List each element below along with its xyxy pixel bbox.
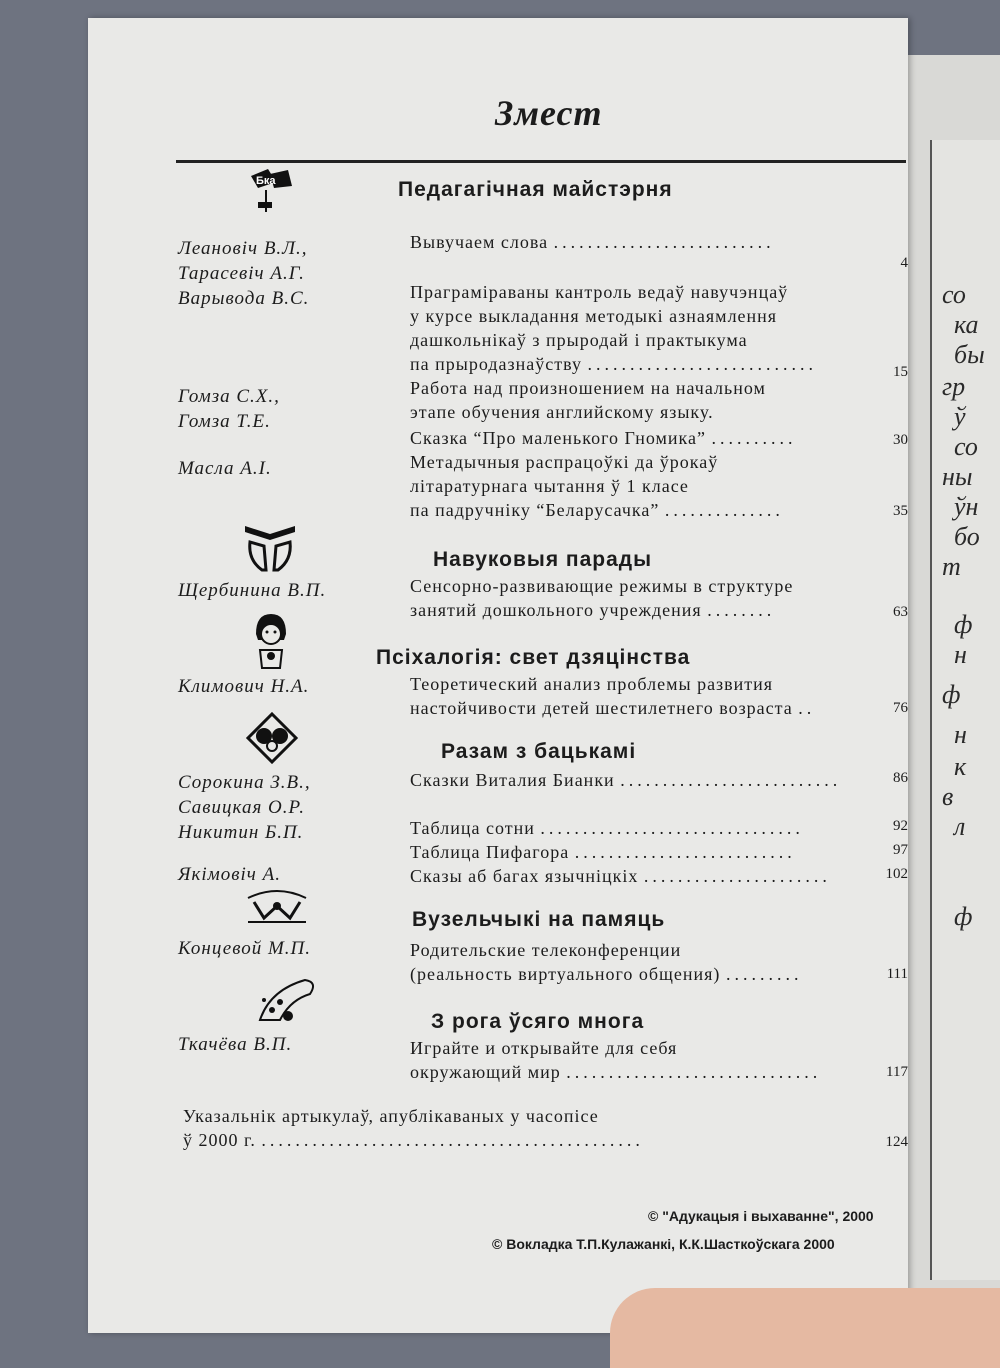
page-number: 102 <box>885 866 908 882</box>
author-name: Климович Н.А. <box>178 676 310 697</box>
next-page-text-fragment: в <box>942 782 954 811</box>
author-name: Ткачёва В.П. <box>178 1034 293 1055</box>
hands-book-icon <box>240 520 300 581</box>
article-title-line: настойчивости детей шестилетнего возраста .. <box>410 698 816 718</box>
page-number: 92 <box>893 818 908 834</box>
page-number: 86 <box>893 770 908 786</box>
copyright-line: © "Адукацыя і выхаванне", 2000 <box>648 1208 874 1224</box>
next-page-text-fragment: со <box>942 280 966 309</box>
article-title-line: Играйте и открывайте для себя <box>410 1038 678 1058</box>
next-page-text-fragment: ўн <box>954 492 979 521</box>
next-page-text-fragment: бы <box>954 340 985 369</box>
thumb <box>610 1288 1000 1368</box>
index-title-cont: ў 2000 г. ............................................. <box>183 1130 644 1150</box>
page-number: 76 <box>893 700 908 716</box>
section-heading: Разам з бацькамі <box>441 740 637 763</box>
section-heading: Педагагічная майстэрня <box>398 178 673 201</box>
author-name: Савицкая О.Р. <box>178 797 305 818</box>
article-title-line: Работа над произношением на начальном <box>410 378 766 398</box>
article-title-line: Сказка “Про маленького Гномика” .......... <box>410 428 797 448</box>
article-title-line: Родительские телеконференции <box>410 940 682 960</box>
article-title-line: па падручніку “Беларусачка” .............. <box>410 500 784 520</box>
copyright-line: © Вокладка Т.П.Кулажанкі, К.К.Шасткоўскага 2000 <box>492 1236 835 1252</box>
article-title-line: Вывучаем слова .......................... <box>410 232 775 252</box>
section-heading: З рога ўсяго многа <box>431 1010 645 1033</box>
article-title-line: Праграміраваны кантроль ведаў навучэнцаў <box>410 282 789 302</box>
index-title: Указальнік артыкулаў, апублікаваных у часопісе <box>183 1106 599 1126</box>
article-title-line: Сказки Виталия Бианки .......................... <box>410 770 842 790</box>
family-faces-icon <box>246 712 298 769</box>
article-title-line: па прыродазнаўству ........................... <box>410 354 817 374</box>
next-page-text-fragment: л <box>954 812 966 841</box>
next-page-text-fragment: к <box>954 752 967 781</box>
abc-blocks-icon <box>246 166 296 221</box>
article-title-line: дашкольнікаў з прыродай і практыкума <box>410 330 748 350</box>
next-page-text-fragment: ф <box>954 610 973 639</box>
author-name: Щербинина В.П. <box>178 580 327 601</box>
article-title-line: Сенсорно-развивающие режимы в структуре <box>410 576 794 596</box>
author-name: Тарасевіч А.Г. <box>178 263 305 284</box>
next-page-text-fragment: со <box>954 432 978 461</box>
article-title-line: (реальность виртуального общения) ......... <box>410 964 803 984</box>
article-title-line: Метадычныя распрацоўкі да ўрокаў <box>410 452 719 472</box>
article-title-line: занятий дошкольного учреждения ........ <box>410 600 776 620</box>
author-name: Никитин Б.П. <box>178 822 304 843</box>
next-page-text-fragment: т <box>942 552 961 581</box>
knot-ribbon-icon <box>244 888 310 933</box>
page-number: 124 <box>885 1134 908 1150</box>
page-number: 117 <box>886 1064 908 1080</box>
next-page-text-fragment: ка <box>954 310 979 339</box>
article-title-line: окружающий мир .............................. <box>410 1062 822 1082</box>
next-page-text-fragment: ў <box>954 402 966 431</box>
author-name: Леановіч В.Л., <box>178 238 308 259</box>
article-title-line: Таблица сотни ............................... <box>410 818 804 838</box>
article-title-line: Таблица Пифагора .......................... <box>410 842 796 862</box>
next-page-text-fragment: ф <box>954 902 973 931</box>
article-title-line: Теоретический анализ проблемы развития <box>410 674 774 694</box>
article-title-line: этапе обучения английскому языку. <box>410 402 714 422</box>
author-name: Гомза С.Х., <box>178 386 280 407</box>
page-title: Змест <box>495 93 603 133</box>
title-divider <box>176 160 906 163</box>
section-heading: Навуковыя парады <box>433 548 653 571</box>
cornucopia-icon <box>250 970 320 1035</box>
author-name: Масла А.І. <box>178 458 272 479</box>
page-number: 63 <box>893 604 908 620</box>
author-name: Концевой М.П. <box>178 938 312 959</box>
author-name: Гомза Т.Е. <box>178 411 271 432</box>
page-number: 30 <box>893 432 908 448</box>
author-name: Варывода В.С. <box>178 288 310 309</box>
author-name: Якімовіч А. <box>178 864 281 885</box>
page-number: 15 <box>893 364 908 380</box>
next-page-text-fragment: ф <box>942 680 961 709</box>
page-number: 4 <box>900 255 908 271</box>
next-page-text-fragment: бо <box>954 522 980 551</box>
next-page-text-fragment: н <box>954 720 967 749</box>
page-number: 35 <box>893 503 908 519</box>
next-page-text-fragment: н <box>954 640 967 669</box>
section-heading: Вузельчыкі на памяць <box>412 908 666 931</box>
article-title-line: у курсе выкладання методыкі азнаямлення <box>410 306 778 326</box>
section-heading: Псіхалогія: свет дзяцінства <box>376 646 691 669</box>
page-number: 97 <box>893 842 908 858</box>
page-number: 111 <box>886 966 908 982</box>
article-title-line: літаратурнага чытання ў 1 класе <box>410 476 689 496</box>
next-page-fragment <box>930 140 1000 1280</box>
next-page-text-fragment: ны <box>942 462 973 491</box>
author-name: Сорокина З.В., <box>178 772 311 793</box>
girl-face-icon <box>250 610 292 677</box>
article-title-line: Сказы аб багах язычніцкіх ...................... <box>410 866 831 886</box>
abc-block-letters: Бка <box>256 175 276 187</box>
next-page-text-fragment: гр <box>942 372 966 401</box>
